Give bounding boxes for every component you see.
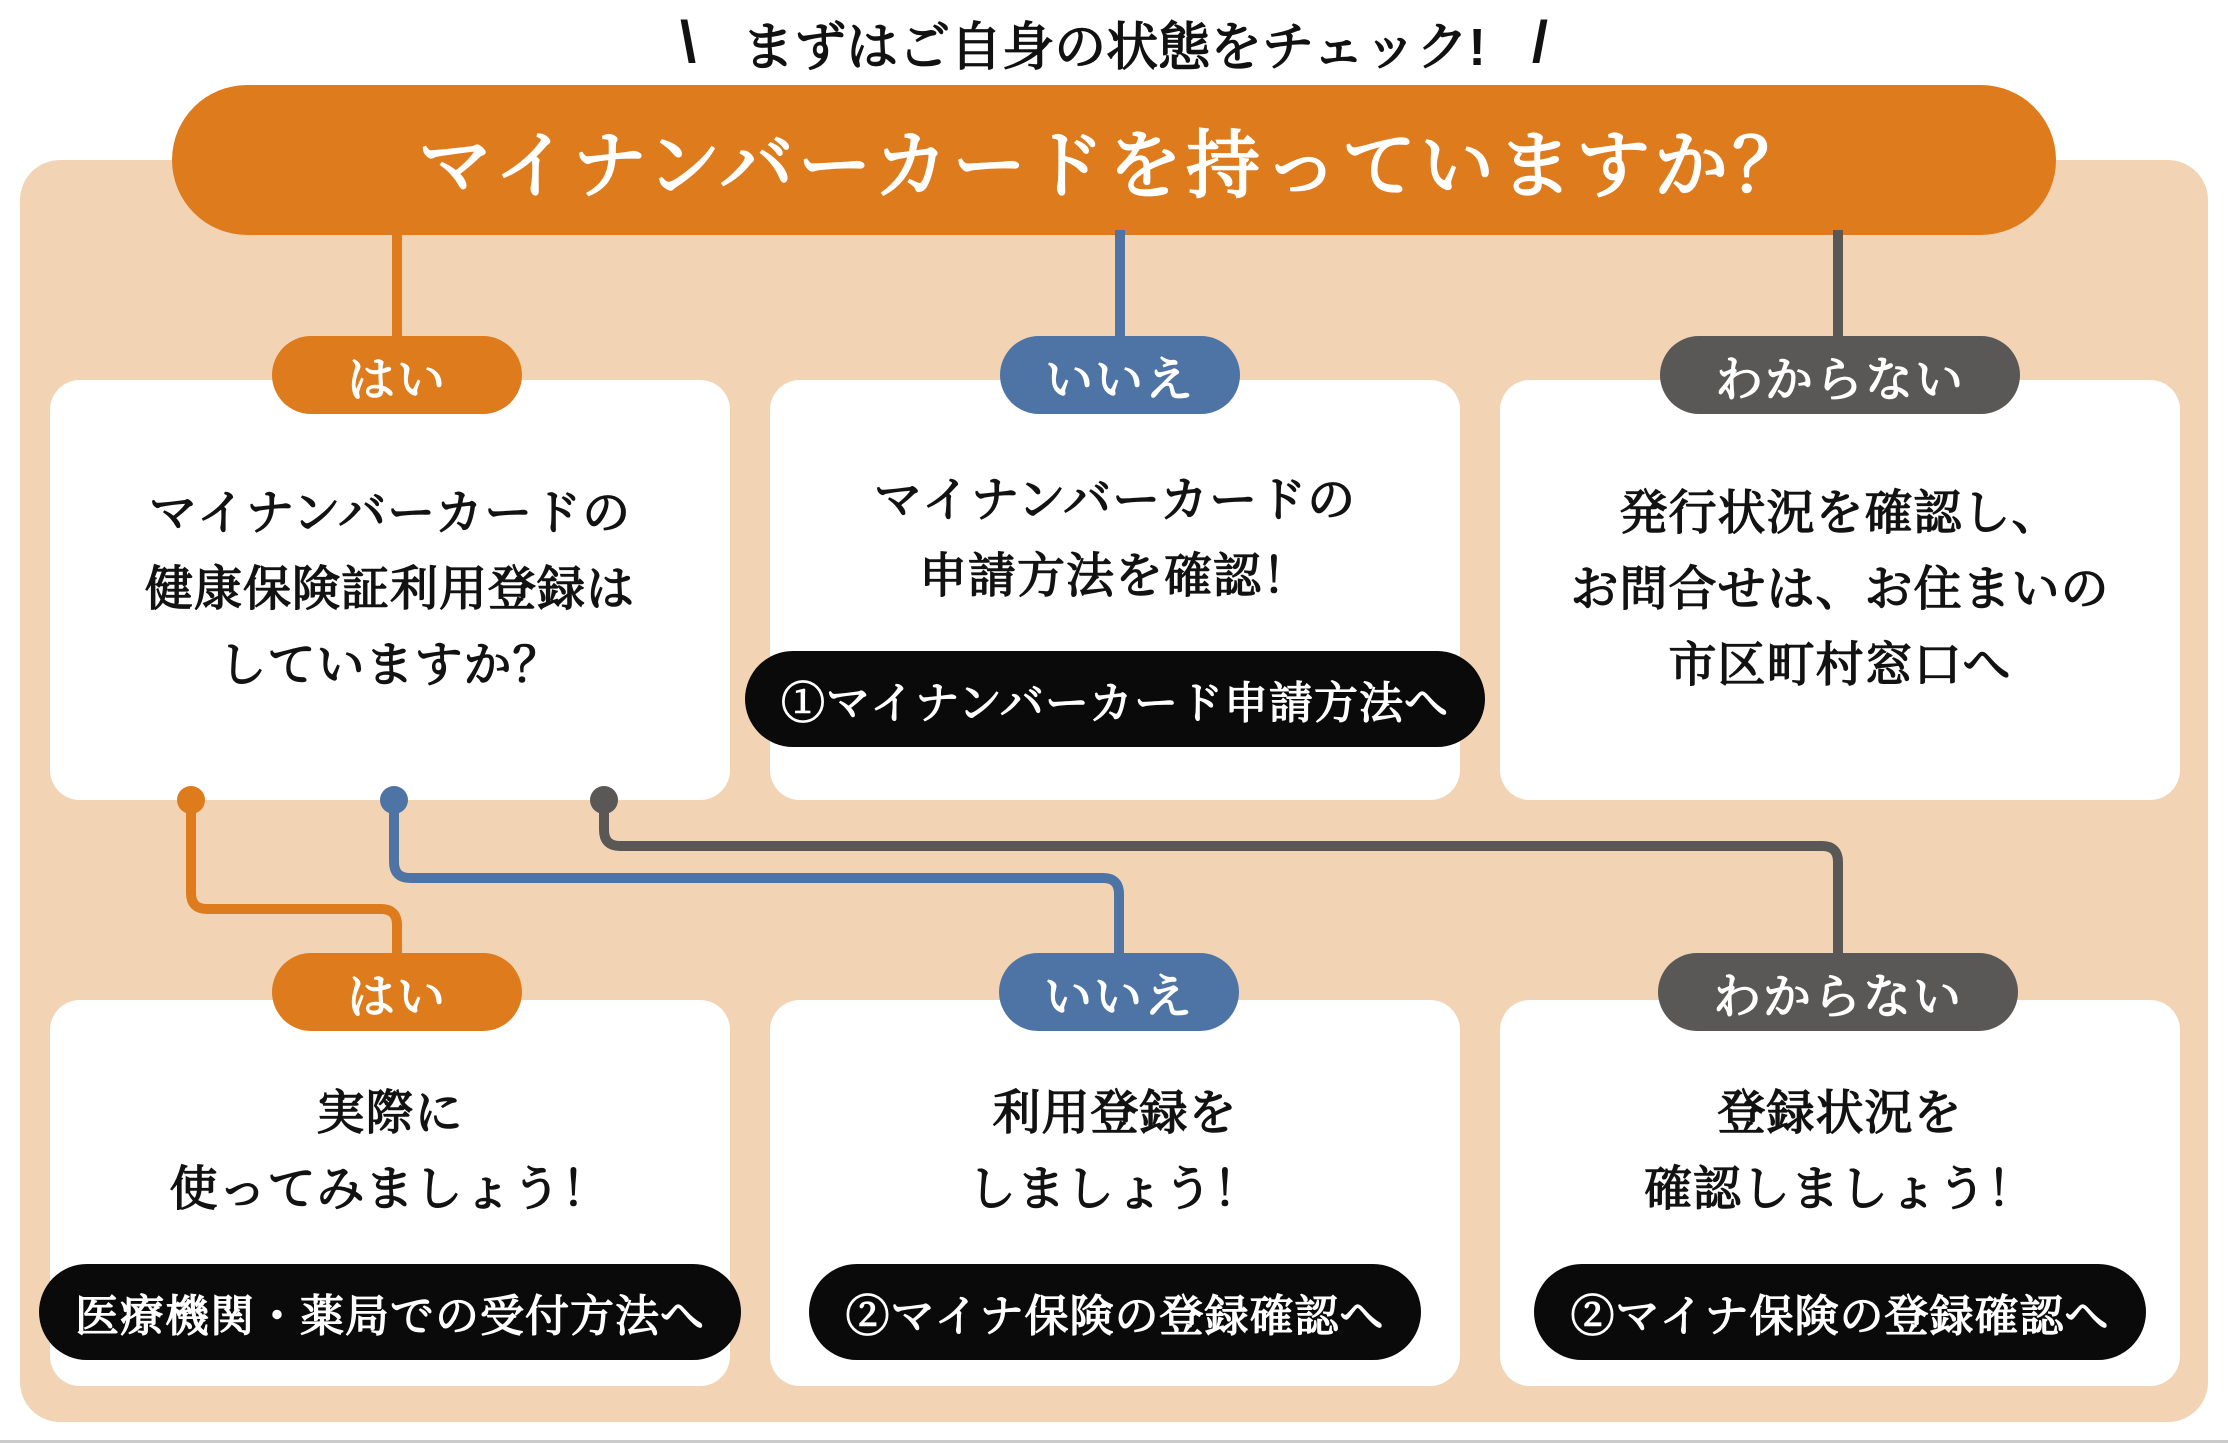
card-text-line: 使ってみましょう！ bbox=[169, 1163, 611, 1216]
card-text-line: お問合せは、お住まいの bbox=[1570, 563, 2110, 616]
card-text-line: しましょう！ bbox=[967, 1163, 1262, 1216]
cta-registration-check-link-unknown[interactable]: ②マイナ保険の登録確認へ bbox=[1534, 1264, 2145, 1360]
backslash-decoration: \ bbox=[679, 9, 697, 75]
card-use-card bbox=[50, 1000, 730, 1386]
card-text-line: していますか？ bbox=[218, 639, 562, 692]
card-text-line: マイナンバーカードの bbox=[873, 474, 1357, 527]
answer-pill-no-row1: いいえ bbox=[1000, 336, 1240, 414]
cta-reception-method-link[interactable]: 医療機関・薬局での受付方法へ bbox=[39, 1264, 741, 1360]
slash-decoration: / bbox=[1531, 9, 1548, 75]
card-text-line: 登録状況を bbox=[1717, 1087, 1963, 1140]
card-register-usage bbox=[770, 1000, 1460, 1386]
card-text-line: 市区町村窓口へ bbox=[1668, 639, 2012, 692]
card-text bbox=[1570, 476, 2109, 704]
top-caption bbox=[0, 0, 2228, 84]
card-text bbox=[968, 1076, 1262, 1228]
card-text-line: 確認しましょう！ bbox=[1643, 1163, 2036, 1216]
card-text bbox=[169, 1076, 610, 1228]
card-text bbox=[145, 476, 635, 704]
question-banner-text: マイナンバーカードを持っていますか？ bbox=[417, 124, 1811, 207]
card-text-line: 実際に bbox=[316, 1087, 464, 1140]
card-text-line: 申請方法を確認！ bbox=[918, 550, 1311, 603]
card-text bbox=[874, 463, 1356, 615]
card-text-line: 発行状況を確認し、 bbox=[1619, 487, 2061, 540]
card-text bbox=[1644, 1076, 2036, 1228]
card-text-line: 健康保険証利用登録は bbox=[144, 563, 635, 616]
answer-pill-unknown-row2: わからない bbox=[1658, 953, 2018, 1031]
top-caption-text: まずはご自身の状態をチェック! bbox=[742, 18, 1486, 77]
cta-apply-method-link[interactable]: ①マイナンバーカード申請方法へ bbox=[745, 651, 1485, 747]
card-check-registration bbox=[1500, 1000, 2180, 1386]
card-check-issue-status bbox=[1500, 380, 2180, 800]
cta-registration-check-link-no[interactable]: ②マイナ保険の登録確認へ bbox=[809, 1264, 1420, 1360]
answer-pill-yes-row1: はい bbox=[272, 336, 522, 414]
answer-pill-unknown-row1: わからない bbox=[1660, 336, 2020, 414]
card-apply-method bbox=[770, 380, 1460, 800]
answer-pill-yes-row2: はい bbox=[272, 953, 522, 1031]
question-banner bbox=[172, 85, 2056, 235]
card-registration-question bbox=[50, 380, 730, 800]
answer-pill-no-row2: いいえ bbox=[999, 953, 1239, 1031]
card-text-line: 利用登録を bbox=[992, 1087, 1238, 1140]
card-text-line: マイナンバーカードの bbox=[148, 487, 632, 540]
